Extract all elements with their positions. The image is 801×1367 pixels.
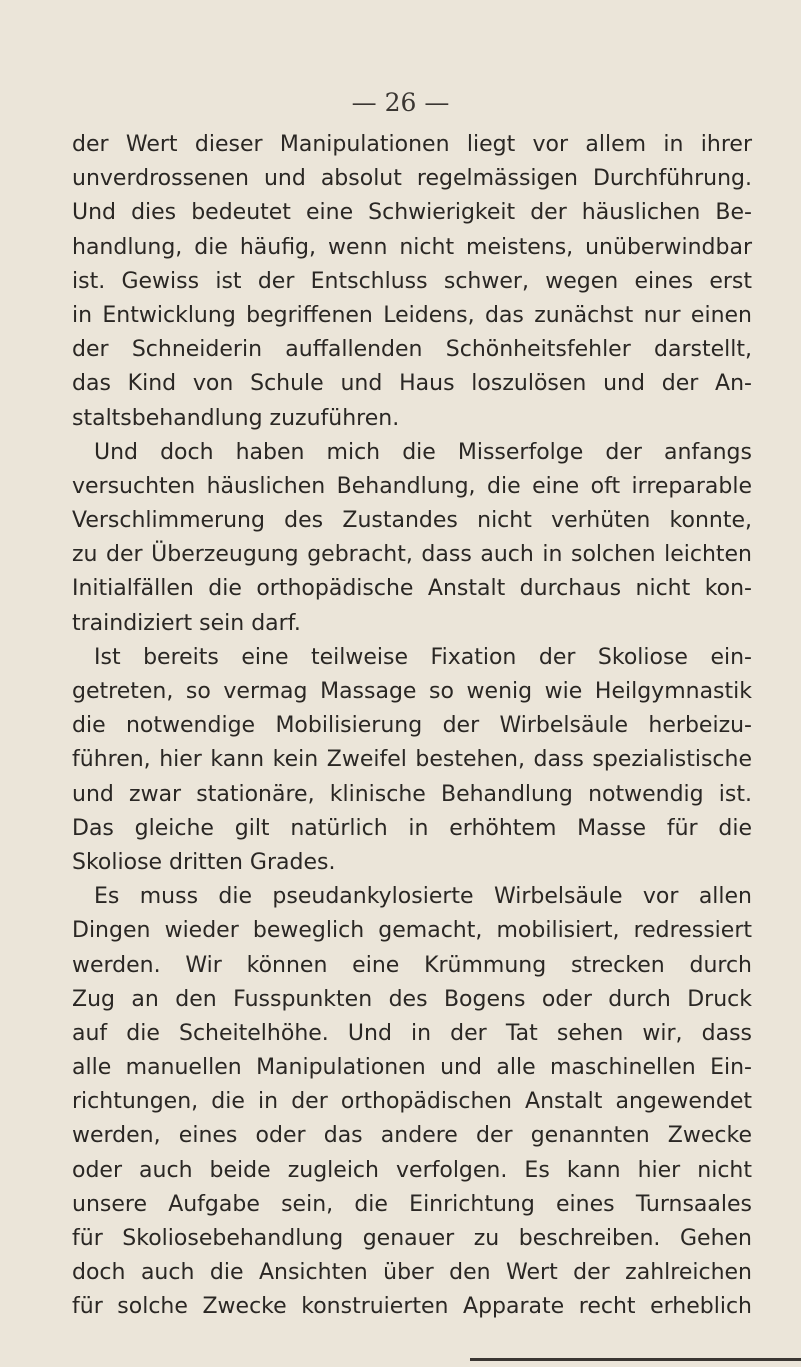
text-line: der Wert dieser Manipulationen liegt vor allem in ihrer <box>72 132 752 157</box>
text-line: für solche Zwecke konstruierten Apparate recht erheblich <box>72 1294 752 1320</box>
text-line: Und doch haben mich die Misserfolge der anfangs <box>94 439 752 465</box>
text-line: traindiziert sein darf. <box>72 610 301 636</box>
text-line: zu der Überzeugung gebracht, dass auch in solchen leichten <box>72 542 752 568</box>
text-line: getreten, so vermag Massage so wenig wie Heilgymnastik <box>72 679 752 704</box>
text-line: auf die Scheitelhöhe. Und in der Tat sehen wir, dass <box>72 1020 752 1046</box>
text-line: der Schneiderin auffallenden Schönheitsfehler darstellt, <box>72 337 752 363</box>
text-line: werden. Wir können eine Krümmung strecken durch <box>72 952 752 978</box>
text-line: Es muss die pseudankylosierte Wirbelsäule vor allen <box>94 884 752 910</box>
text-line: richtungen, die in der orthopädischen Anstalt angewendet <box>72 1089 752 1115</box>
text-line: und zwar stationäre, klinische Behandlung notwendig ist. <box>72 781 752 807</box>
text-line: doch auch die Ansichten über den Wert der zahlreichen <box>72 1260 752 1286</box>
text-line: staltsbehandlung zuzuführen. <box>72 405 400 431</box>
text-line: führen, hier kann kein Zweifel bestehen, dass spezialistische <box>72 747 752 773</box>
text-line: Und dies bedeutet eine Schwierigkeit der häuslichen Be- <box>72 200 752 226</box>
text-line: versuchten häuslichen Behandlung, die eine oft irreparable <box>72 473 752 499</box>
text-line: das Kind von Schule und Haus loszulösen und der An- <box>72 371 752 397</box>
page-bottom-edge <box>470 1358 801 1361</box>
text-line: alle manuellen Manipulationen und alle maschinellen Ein- <box>72 1055 752 1081</box>
text-line: in Entwicklung begriffenen Leidens, das zunächst nur einen <box>72 302 752 328</box>
text-line: Zug an den Fusspunkten des Bogens oder durch Druck <box>72 986 752 1012</box>
text-line: oder auch beide zugleich verfolgen. Es kann hier nicht <box>72 1157 752 1183</box>
text-line: werden, eines oder das andere der genannten Zwecke <box>72 1123 752 1149</box>
text-line: handlung, die häufig, wenn nicht meistens, unüberwindbar <box>72 234 752 260</box>
text-line: Ist bereits eine teilweise Fixation der Skoliose ein- <box>94 644 752 670</box>
text-line: Initialfällen die orthopädische Anstalt durchaus nicht kon- <box>72 576 752 602</box>
text-line: Verschlimmerung des Zustandes nicht verhüten konnte, <box>72 508 752 534</box>
text-line: Das gleiche gilt natürlich in erhöhtem Masse für die <box>72 815 752 841</box>
text-line: Dingen wieder beweglich gemacht, mobilisiert, redressiert <box>72 918 752 944</box>
body-text <box>72 128 752 1325</box>
text-line: für Skoliosebehandlung genauer zu beschreiben. Gehen <box>72 1226 752 1251</box>
text-line: ist. Gewiss ist der Entschluss schwer, wegen eines erst <box>72 268 752 294</box>
text-line: unsere Aufgabe sein, die Einrichtung eines Turnsaales <box>72 1191 752 1217</box>
text-line: Skoliose dritten Grades. <box>72 849 336 875</box>
page-number: — 26 — <box>351 88 450 117</box>
text-line: unverdrossenen und absolut regelmässigen Durchführung. <box>72 166 752 192</box>
text-line: die notwendige Mobilisierung der Wirbelsäule herbeizu- <box>72 713 752 739</box>
